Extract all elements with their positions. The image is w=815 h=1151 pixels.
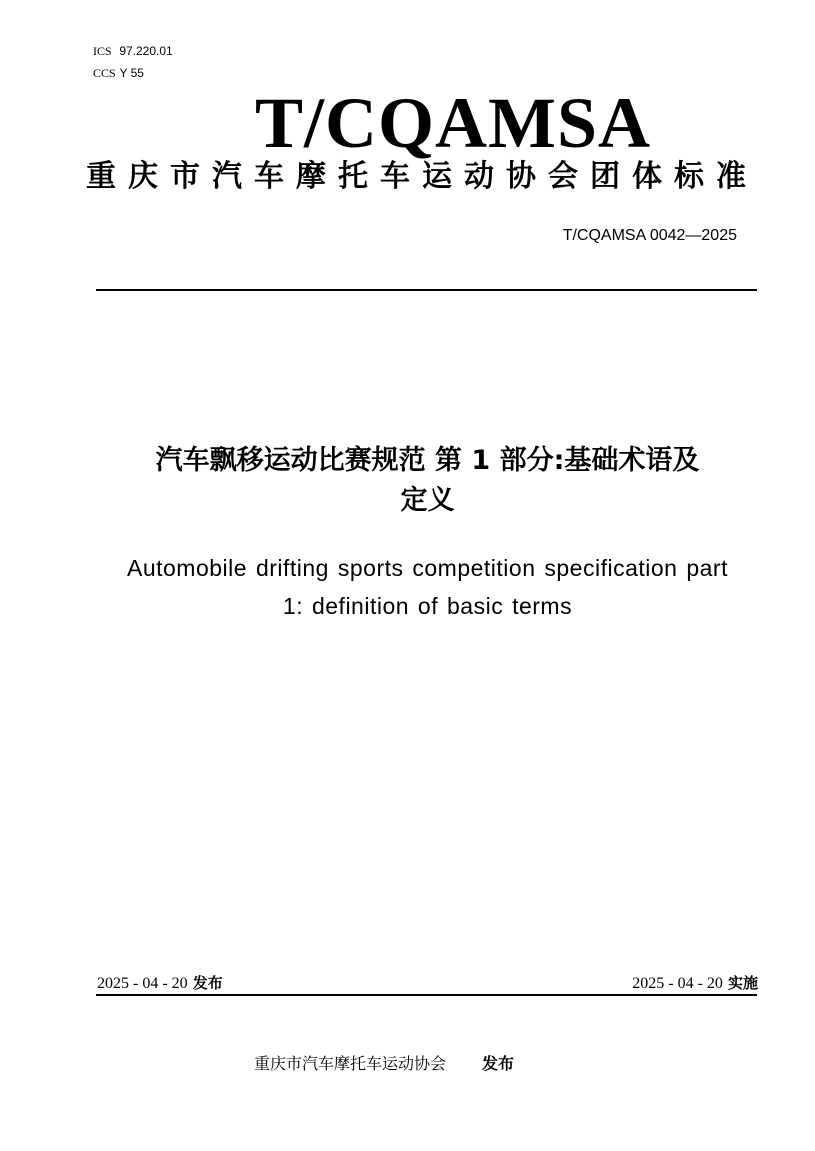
standard-number: T/CQAMSA 0042—2025 [562,227,737,244]
standard-logo-text: T/CQAMSA [255,83,652,163]
dates-divider [96,994,757,996]
ics-code: 97.220.01 [119,44,173,58]
publisher-label: 发布 [482,1054,515,1073]
organization-standard-title: 重庆市汽车摩托车运动协会团体标准 [86,159,758,194]
implement-label: 实施 [727,974,758,992]
document-title-chinese [80,441,775,521]
implement-date-block [632,972,758,995]
publish-label: 发布 [192,974,223,992]
ccs-line [93,62,173,84]
header-divider [96,289,757,291]
document-title-english [70,549,785,625]
ccs-label: CCS [93,66,116,80]
title-chinese-line-2: 定义 [400,485,455,516]
implement-date: 2025 - 04 - 20 [632,975,723,992]
ics-label: ICS [93,44,112,58]
publish-date-block [97,972,223,995]
title-english-line-2: 1: definition of basic terms [282,593,573,619]
publisher-name: 重庆市汽车摩托车运动协会 [254,1054,447,1073]
ics-line [93,40,173,62]
publish-date: 2025 - 04 - 20 [97,975,188,992]
title-english-line-1: Automobile drifting sports competition specification part [126,555,728,581]
title-chinese-line-1: 汽车飘移运动比赛规范 第 1 部分:基础术语及 [155,445,700,476]
publisher-block [254,1053,514,1075]
ccs-code: Y 55 [119,66,144,80]
classification-codes [93,40,173,84]
